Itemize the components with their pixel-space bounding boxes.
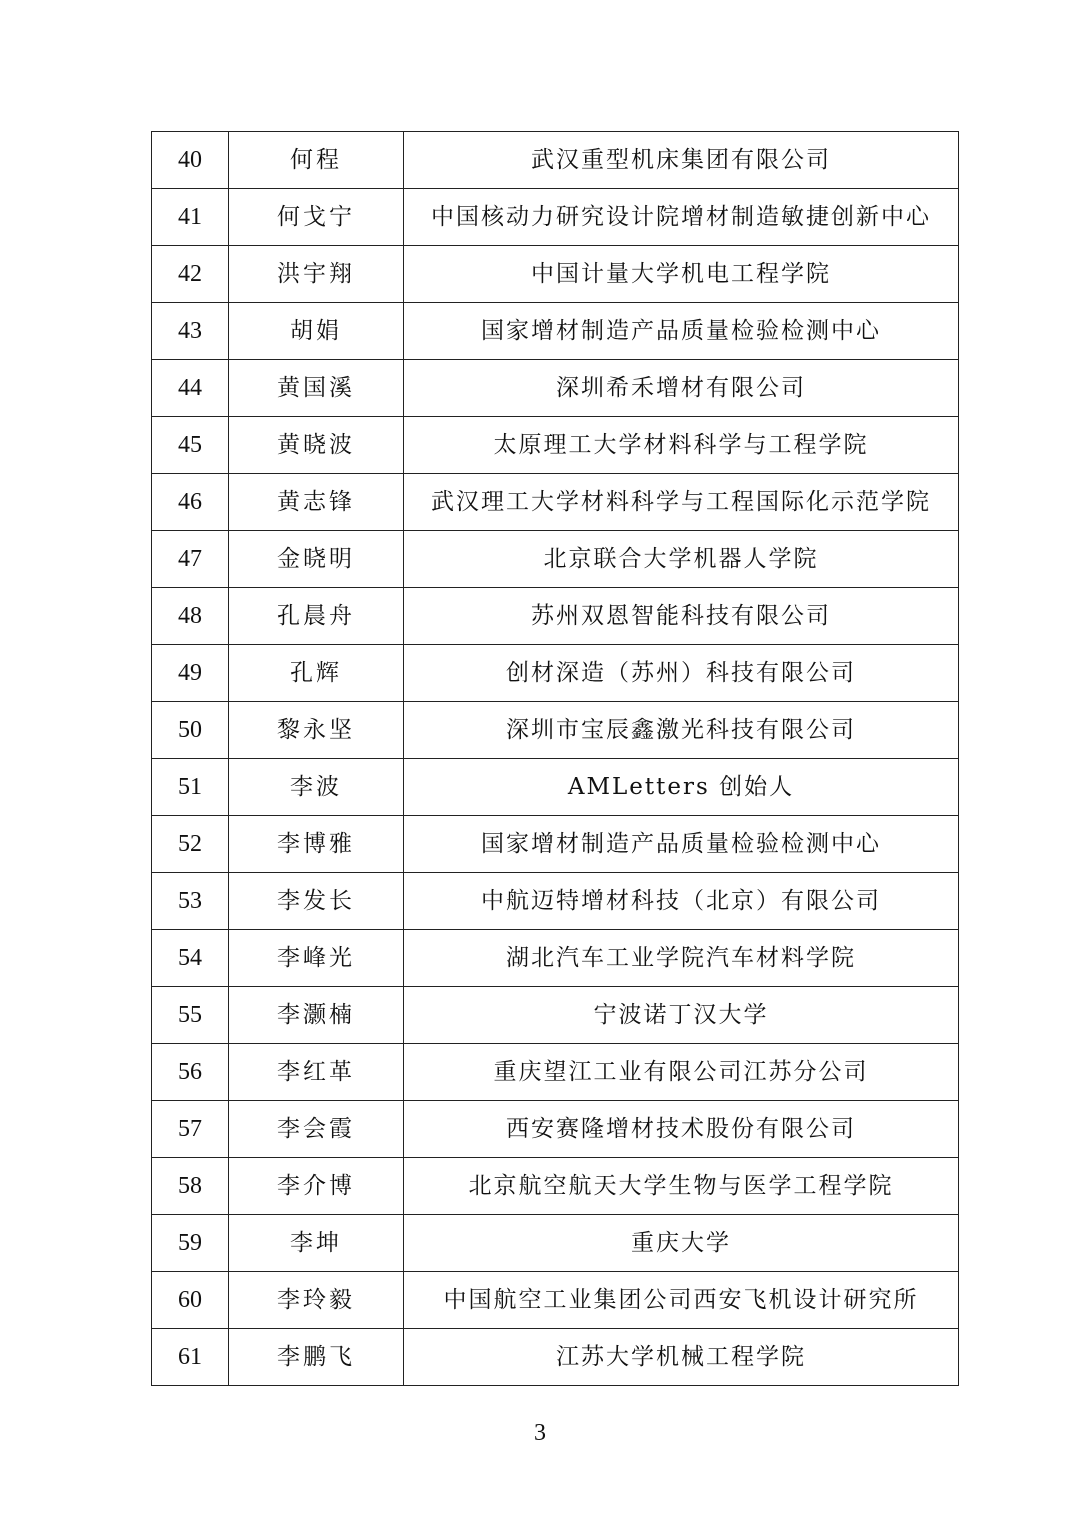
organization-cell: 深圳市宝辰鑫激光科技有限公司 <box>404 702 959 759</box>
person-name-cell: 李峰光 <box>229 930 404 987</box>
row-number-cell: 60 <box>152 1272 229 1329</box>
table-row <box>152 645 959 702</box>
row-number-cell: 52 <box>152 816 229 873</box>
person-name-cell: 李灏楠 <box>229 987 404 1044</box>
row-number-cell: 44 <box>152 360 229 417</box>
table-row <box>152 1044 959 1101</box>
organization-cell: 中国计量大学机电工程学院 <box>404 246 959 303</box>
table-row <box>152 132 959 189</box>
row-number-cell: 49 <box>152 645 229 702</box>
person-name-cell: 黄晓波 <box>229 417 404 474</box>
person-name-cell: 李发长 <box>229 873 404 930</box>
organization-cell: 西安赛隆增材技术股份有限公司 <box>404 1101 959 1158</box>
table-row <box>152 474 959 531</box>
table-row <box>152 417 959 474</box>
person-name-cell: 李波 <box>229 759 404 816</box>
table-row <box>152 1329 959 1386</box>
table-row <box>152 303 959 360</box>
row-number-cell: 41 <box>152 189 229 246</box>
row-number-cell: 46 <box>152 474 229 531</box>
row-number-cell: 55 <box>152 987 229 1044</box>
row-number-cell: 58 <box>152 1158 229 1215</box>
organization-cell: 重庆望江工业有限公司江苏分公司 <box>404 1044 959 1101</box>
table-row <box>152 1158 959 1215</box>
organization-cell: 苏州双恩智能科技有限公司 <box>404 588 959 645</box>
person-name-cell: 黄国溪 <box>229 360 404 417</box>
organization-cell: 中航迈特增材科技（北京）有限公司 <box>404 873 959 930</box>
person-name-cell: 金晓明 <box>229 531 404 588</box>
organization-cell: 中国核动力研究设计院增材制造敏捷创新中心 <box>404 189 959 246</box>
organization-cell: 宁波诺丁汉大学 <box>404 987 959 1044</box>
organization-cell: 江苏大学机械工程学院 <box>404 1329 959 1386</box>
row-number-cell: 56 <box>152 1044 229 1101</box>
roster-table <box>151 131 959 1386</box>
row-number-cell: 47 <box>152 531 229 588</box>
organization-cell: 北京联合大学机器人学院 <box>404 531 959 588</box>
organization-cell: 武汉理工大学材料科学与工程国际化示范学院 <box>404 474 959 531</box>
table-row <box>152 759 959 816</box>
table-row <box>152 873 959 930</box>
row-number-cell: 50 <box>152 702 229 759</box>
row-number-cell: 51 <box>152 759 229 816</box>
organization-cell: 深圳希禾增材有限公司 <box>404 360 959 417</box>
table-row <box>152 1272 959 1329</box>
table-row <box>152 930 959 987</box>
organization-cell: 北京航空航天大学生物与医学工程学院 <box>404 1158 959 1215</box>
row-number-cell: 42 <box>152 246 229 303</box>
person-name-cell: 李玲毅 <box>229 1272 404 1329</box>
row-number-cell: 61 <box>152 1329 229 1386</box>
organization-cell: 国家增材制造产品质量检验检测中心 <box>404 303 959 360</box>
organization-cell: 武汉重型机床集团有限公司 <box>404 132 959 189</box>
person-name-cell: 洪宇翔 <box>229 246 404 303</box>
person-name-cell: 胡娟 <box>229 303 404 360</box>
person-name-cell: 何程 <box>229 132 404 189</box>
person-name-cell: 李红革 <box>229 1044 404 1101</box>
organization-cell: 太原理工大学材料科学与工程学院 <box>404 417 959 474</box>
table-row <box>152 1215 959 1272</box>
row-number-cell: 45 <box>152 417 229 474</box>
row-number-cell: 43 <box>152 303 229 360</box>
organization-cell: 中国航空工业集团公司西安飞机设计研究所 <box>404 1272 959 1329</box>
table-row <box>152 987 959 1044</box>
person-name-cell: 李鹏飞 <box>229 1329 404 1386</box>
person-name-cell: 李会霞 <box>229 1101 404 1158</box>
table-row <box>152 816 959 873</box>
row-number-cell: 48 <box>152 588 229 645</box>
organization-cell: 重庆大学 <box>404 1215 959 1272</box>
table-row <box>152 246 959 303</box>
person-name-cell: 何戈宁 <box>229 189 404 246</box>
person-name-cell: 李介博 <box>229 1158 404 1215</box>
table-row <box>152 189 959 246</box>
table-row <box>152 588 959 645</box>
table-row <box>152 702 959 759</box>
person-name-cell: 黄志锋 <box>229 474 404 531</box>
table-row <box>152 360 959 417</box>
organization-cell: 湖北汽车工业学院汽车材料学院 <box>404 930 959 987</box>
row-number-cell: 57 <box>152 1101 229 1158</box>
organization-cell: 创材深造（苏州）科技有限公司 <box>404 645 959 702</box>
person-name-cell: 李博雅 <box>229 816 404 873</box>
table-row <box>152 531 959 588</box>
page-number: 3 <box>534 1420 546 1446</box>
person-name-cell: 孔晨舟 <box>229 588 404 645</box>
person-name-cell: 孔辉 <box>229 645 404 702</box>
row-number-cell: 53 <box>152 873 229 930</box>
row-number-cell: 40 <box>152 132 229 189</box>
row-number-cell: 54 <box>152 930 229 987</box>
table-row <box>152 1101 959 1158</box>
person-name-cell: 李坤 <box>229 1215 404 1272</box>
person-name-cell: 黎永坚 <box>229 702 404 759</box>
organization-cell: AMLetters 创始人 <box>404 759 959 816</box>
roster-table-body <box>152 132 959 1386</box>
row-number-cell: 59 <box>152 1215 229 1272</box>
organization-cell: 国家增材制造产品质量检验检测中心 <box>404 816 959 873</box>
